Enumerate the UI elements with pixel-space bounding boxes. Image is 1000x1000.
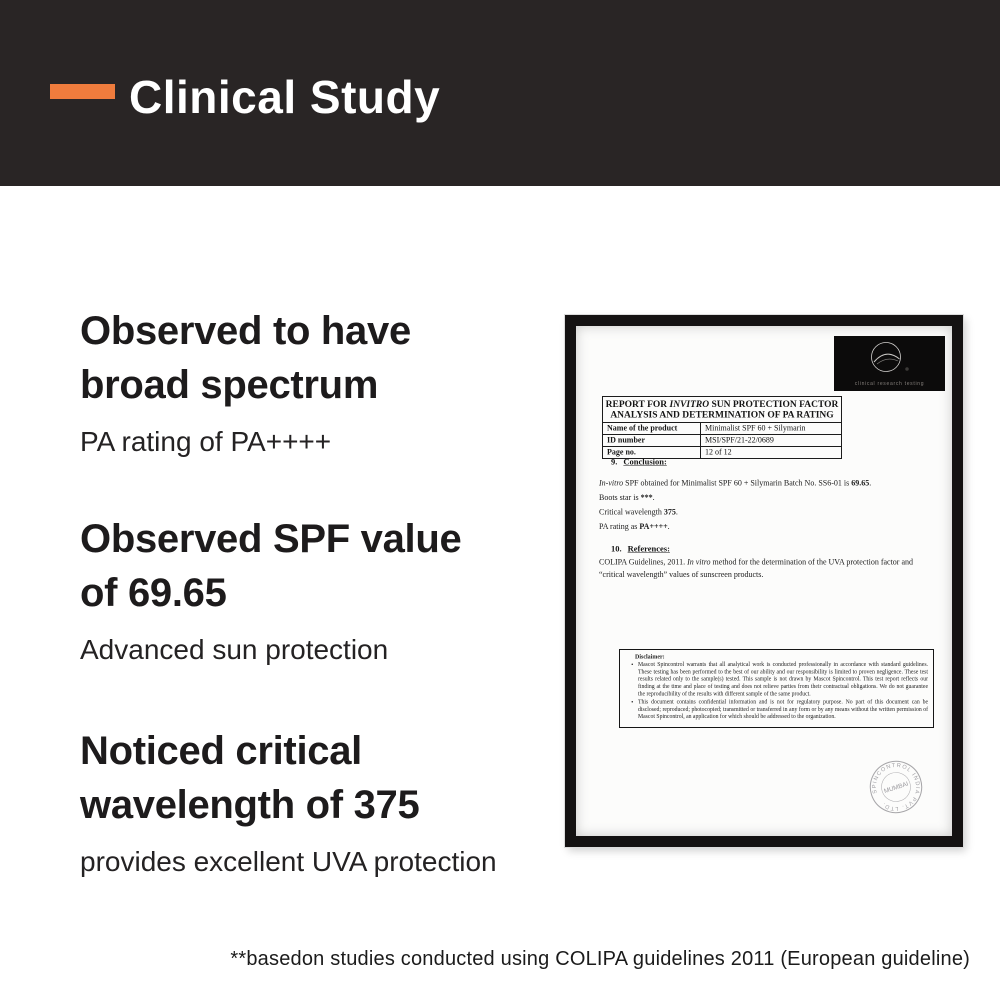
spf-value: 69.65 xyxy=(851,479,870,488)
row-label: Page no. xyxy=(603,447,701,459)
accent-dash xyxy=(50,84,115,99)
row-value: Minimalist SPF 60 + Silymarin xyxy=(701,423,842,435)
report-title-part2: SUN PROTECTION FACTOR xyxy=(709,399,839,410)
line-text: Critical wavelength xyxy=(599,508,664,517)
stamp-ring-text: SPINCONTROL INDIA PVT. LTD. xyxy=(871,762,921,812)
section-title: Conclusion: xyxy=(623,457,667,467)
claim-heading xyxy=(80,724,497,832)
footnote: **basedon studies conducted using COLIPA guidelines 2011 (European guideline) xyxy=(230,948,970,970)
lab-logo xyxy=(834,336,945,391)
row-label: Name of the product xyxy=(603,423,701,435)
report-frame xyxy=(565,315,963,847)
claim-subtext: provides excellent UVA protection xyxy=(80,846,497,877)
claim-heading-line1: Observed to have xyxy=(80,309,411,353)
lab-logo-tagline: clinical research testing xyxy=(854,381,925,387)
line-text: SPF obtained for Minimalist SPF 60 + Silymarin Batch No. SS6-01 is xyxy=(623,479,852,488)
report-title-italic: INVITRO xyxy=(669,399,710,410)
line-end: . xyxy=(652,493,655,502)
report-page xyxy=(576,326,952,836)
conclusion-line-pa xyxy=(599,520,871,535)
claim-subtext: PA rating of PA++++ xyxy=(80,426,332,457)
claim-heading-line1: Observed SPF value xyxy=(80,517,462,561)
claim-heading-line2: of 69.65 xyxy=(80,571,227,615)
page-title: Clinical Study xyxy=(129,71,441,123)
report-title-line2: ANALYSIS AND DETERMINATION OF PA RATING xyxy=(610,409,834,420)
line-text: Boots star is xyxy=(599,493,641,502)
references-section-heading xyxy=(611,544,670,554)
claim-heading xyxy=(80,512,461,620)
row-value: MSI/SPF/21-22/0689 xyxy=(701,435,842,447)
references-paragraph xyxy=(599,556,933,581)
wavelength-value: 375 xyxy=(663,508,676,517)
claim-heading xyxy=(80,304,411,412)
claim-block-broad-spectrum xyxy=(80,304,411,458)
disclaimer-title: Disclaimer: xyxy=(635,653,665,660)
claim-block-spf-value xyxy=(80,512,461,666)
claim-heading-line2: broad spectrum xyxy=(80,363,379,407)
disclaimer-bullet: • This document contains confidential information and is not for regulatory purpose. No part of this document can be disclosed; reproduced; photocopied; transmitted or transferred in any form or by any means without the written permission of Mascot Spincontrol, an application for which should be addressed to the organization. xyxy=(638,698,928,720)
table-row-product xyxy=(603,423,842,435)
report-meta-table xyxy=(602,396,842,459)
row-label: ID number xyxy=(603,435,701,447)
line-end: . xyxy=(675,508,678,517)
report-title-part1: REPORT FOR xyxy=(605,399,670,410)
stamp-center-text: MUMBAI xyxy=(883,780,910,796)
line-end: . xyxy=(667,522,670,531)
pa-rating-value: PA++++ xyxy=(639,522,668,531)
claim-block-critical-wavelength xyxy=(80,724,497,878)
ref-text-part2: method for the determination of the UVA protection factor and “critical wavelength” values of sunscreen products. xyxy=(599,558,914,579)
approval-stamp-icon xyxy=(861,752,932,823)
invitro-italic: In-vitro xyxy=(599,479,624,488)
boots-star-value: *** xyxy=(640,493,653,502)
conclusion-line-boots xyxy=(599,491,871,506)
section-title: References: xyxy=(627,544,670,554)
report-title-row xyxy=(603,397,842,423)
report-title xyxy=(603,397,842,423)
section-number: 10. xyxy=(611,544,622,554)
conclusion-line-spf xyxy=(599,476,871,491)
conclusion-section-heading xyxy=(611,457,667,467)
line-text: PA rating as xyxy=(599,522,640,531)
disclaimer-bullet: • Mascot Spincontrol warrants that all analytical work is conducted professionally in accordance with standard guidelines. These testing has been performed to the best of our ability and our responsibility is limited to proven negligence. These test results related only to the sample(s) tested. This sample is not drawn by Mascot Spincontrol. This test report reflects our finding at the time and place of testing and does not relieve parties from their contractual obligations. We do not guarantee the reproducibility of the results with different sample of the same product. xyxy=(638,661,928,698)
section-number: 9. xyxy=(611,457,618,467)
claim-subtext: Advanced sun protection xyxy=(80,634,389,665)
ref-text-part1: COLIPA Guidelines, 2011. xyxy=(599,558,688,567)
conclusion-lines xyxy=(599,476,871,534)
disclaimer-box xyxy=(619,649,934,728)
conclusion-line-wavelength xyxy=(599,505,871,520)
table-row-id xyxy=(603,435,842,447)
disclaimer-list xyxy=(625,661,928,721)
claim-heading-line2: wavelength of 375 xyxy=(80,783,420,827)
row-value: 12 of 12 xyxy=(701,447,842,459)
claim-heading-line1: Noticed critical xyxy=(80,729,362,773)
report-content xyxy=(576,326,952,836)
banner xyxy=(0,0,1000,186)
line-end: . xyxy=(869,479,872,488)
ref-text-italic: In vitro xyxy=(687,558,711,567)
